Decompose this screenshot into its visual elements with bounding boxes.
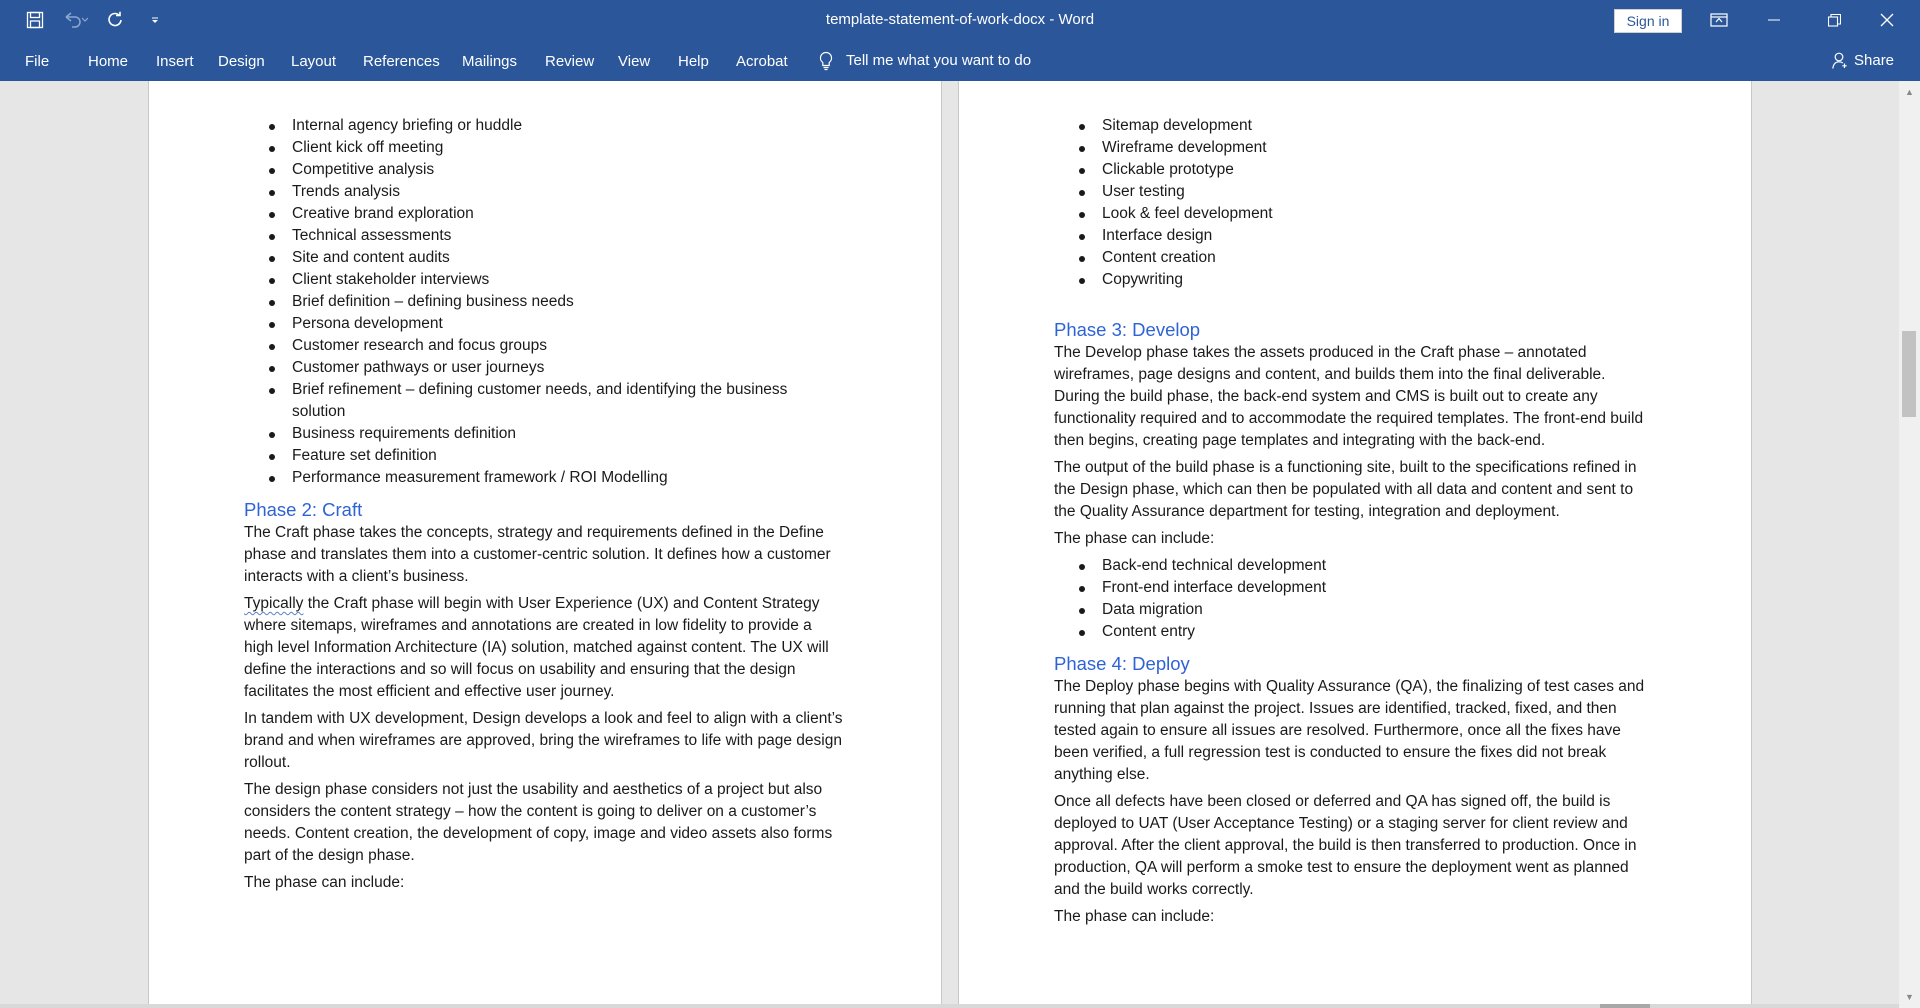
list-item: Client stakeholder interviews [244, 269, 844, 291]
redo-icon[interactable] [102, 8, 128, 32]
title-bar [0, 0, 1920, 40]
list-item: Brief refinement – defining customer needs, and identifying the business solution [244, 379, 844, 423]
list-item: Creative brand exploration [244, 203, 844, 225]
list-item: Performance measurement framework / ROI Modelling [244, 467, 844, 489]
phase-4-paragraph-3: The phase can include: [1054, 908, 1215, 925]
phase-4-paragraph-2: Once all defects have been closed or deferred and QA has signed off, the build is deployed to UAT (User Acceptance Testing) or a staging server for client review and approval. After the client approval, the build is then transferred to production. Once in production, QA will perform a smoke test to ensure the deployment went as planned and the build works correctly. [1054, 793, 1637, 898]
close-icon[interactable] [1864, 0, 1910, 40]
phase-2-heading: Phase 2: Craft [244, 499, 363, 520]
page-left-content[interactable] [244, 115, 844, 894]
phase-3-paragraph-3: The phase can include: [1054, 530, 1215, 547]
customize-toolbar-icon[interactable] [142, 8, 168, 32]
share-button[interactable] [1832, 40, 1894, 81]
list-item: Persona development [244, 313, 844, 335]
phase-3-heading: Phase 3: Develop [1054, 319, 1201, 340]
list-item: Competitive analysis [244, 159, 844, 181]
undo-icon[interactable] [62, 8, 88, 32]
spelling-flagged-word[interactable]: Typically [244, 595, 304, 612]
person-icon [1832, 52, 1848, 69]
list-item: Wireframe development [1054, 137, 1654, 159]
document-title: template-statement-of-work-docx - Word [825, 11, 1095, 28]
list-item: Content entry [1054, 621, 1654, 643]
list-item: Sitemap development [1054, 115, 1654, 137]
phase-2-paragraph-2 [244, 593, 844, 703]
phase-4-heading: Phase 4: Deploy [1054, 653, 1190, 674]
ribbon-tab-bar [0, 40, 1920, 81]
tab-review[interactable]: Review [545, 53, 595, 70]
tell-me-label: Tell me what you want to do [846, 52, 1032, 69]
develop-phase-list [1054, 555, 1654, 643]
tell-me-search[interactable] [818, 40, 1031, 81]
page-right-content[interactable] [1054, 115, 1654, 928]
vertical-scrollbar[interactable] [1899, 81, 1920, 1008]
vertical-scroll-thumb[interactable] [1902, 331, 1916, 417]
list-item: Back-end technical development [1054, 555, 1654, 577]
phase-4-paragraph-1: The Deploy phase begins with Quality Assurance (QA), the finalizing of test cases and running that plan against the project. Issues are identified, tracked, fixed, and then tested again to ensure all issues are resolved. Furthermore, once all the fixes have been verified, a full regression test is conducted to ensure the fixes did not break anything else. [1054, 678, 1645, 783]
ribbon-display-options-icon[interactable] [1696, 0, 1742, 40]
quick-access-toolbar [22, 8, 168, 32]
horizontal-scroll-thumb[interactable] [1600, 1004, 1650, 1008]
list-item: Brief definition – defining business needs [244, 291, 844, 313]
tab-references[interactable]: References [363, 53, 440, 70]
phase-2-paragraph-2-text: the Craft phase will begin with User Experience (UX) and Content Strategy where sitemaps, wireframes and annotations are created in low fidelity to provide a high level Information Architecture (IA) solution, matched against content. The UX will define the interactions and so will focus on usability and ensuring that the design facilitates the most efficient and effective user journey. [244, 595, 829, 700]
list-item: Technical assessments [244, 225, 844, 247]
list-item: Front-end interface development [1054, 577, 1654, 599]
save-icon[interactable] [22, 8, 48, 32]
list-item: Data migration [1054, 599, 1654, 621]
tab-mailings[interactable]: Mailings [462, 53, 518, 70]
phase-2-paragraph-4: The design phase considers not just the usability and aesthetics of a project but also considers the content strategy – how the content is going to deliver on a customer’s needs. Content creation, the development of copy, image and video assets also forms part of the design phase. [244, 781, 833, 864]
list-item: Clickable prototype [1054, 159, 1654, 181]
define-phase-list [244, 115, 844, 489]
list-item: Feature set definition [244, 445, 844, 467]
tab-acrobat[interactable]: Acrobat [736, 53, 788, 70]
list-item: Customer research and focus groups [244, 335, 844, 357]
restore-icon[interactable] [1811, 0, 1857, 40]
tab-file[interactable]: File [25, 53, 50, 70]
phase-3-paragraph-1: The Develop phase takes the assets produced in the Craft phase – annotated wireframes, page designs and content, and builds them into the final deliverable. During the build phase, the back-end system and CMS is built out to create any functionality required and to accommodate the required templates. The front-end build then begins, creating page templates and integrating with the back-end. [1054, 344, 1644, 449]
scroll-down-icon[interactable]: ▼ [1905, 992, 1914, 1002]
tab-layout[interactable]: Layout [291, 53, 337, 70]
tab-design[interactable]: Design [218, 53, 265, 70]
lightbulb-icon [818, 51, 834, 71]
list-item: User testing [1054, 181, 1654, 203]
minimize-icon[interactable] [1751, 0, 1797, 40]
tab-help[interactable]: Help [678, 53, 709, 70]
tab-home[interactable]: Home [88, 53, 129, 70]
phase-3-paragraph-2: The output of the build phase is a functioning site, built to the specifications refined in the Design phase, which can then be populated with all data and content and sent to the Quality Assurance department for testing, integration and deployment. [1054, 459, 1637, 520]
list-item: Trends analysis [244, 181, 844, 203]
list-item: Interface design [1054, 225, 1654, 247]
list-item: Site and content audits [244, 247, 844, 269]
phase-2-paragraph-1: The Craft phase takes the concepts, strategy and requirements defined in the Define phase and translates them into a customer-centric solution. It defines how a customer interacts with a client’s business. [244, 524, 831, 585]
list-item: Look & feel development [1054, 203, 1654, 225]
list-item: Customer pathways or user journeys [244, 357, 844, 379]
document-page-right[interactable] [958, 81, 1752, 1008]
list-item: Business requirements definition [244, 423, 844, 445]
share-label: Share [1854, 52, 1895, 69]
tab-view[interactable]: View [618, 53, 651, 70]
scroll-up-icon[interactable]: ▲ [1905, 87, 1914, 97]
list-item: Client kick off meeting [244, 137, 844, 159]
phase-2-paragraph-3: In tandem with UX development, Design develops a look and feel to align with a client’s brand and when wireframes are approved, bring the wireframes to life with page design rollout. [244, 710, 843, 771]
document-page-left[interactable] [148, 81, 942, 1008]
phase-2-paragraph-5: The phase can include: [244, 874, 405, 891]
craft-phase-list [1054, 115, 1654, 291]
sign-in-button[interactable]: Sign in [1614, 9, 1682, 33]
list-item: Content creation [1054, 247, 1654, 269]
list-item: Internal agency briefing or huddle [244, 115, 844, 137]
tab-insert[interactable]: Insert [156, 53, 194, 70]
list-item: Copywriting [1054, 269, 1654, 291]
